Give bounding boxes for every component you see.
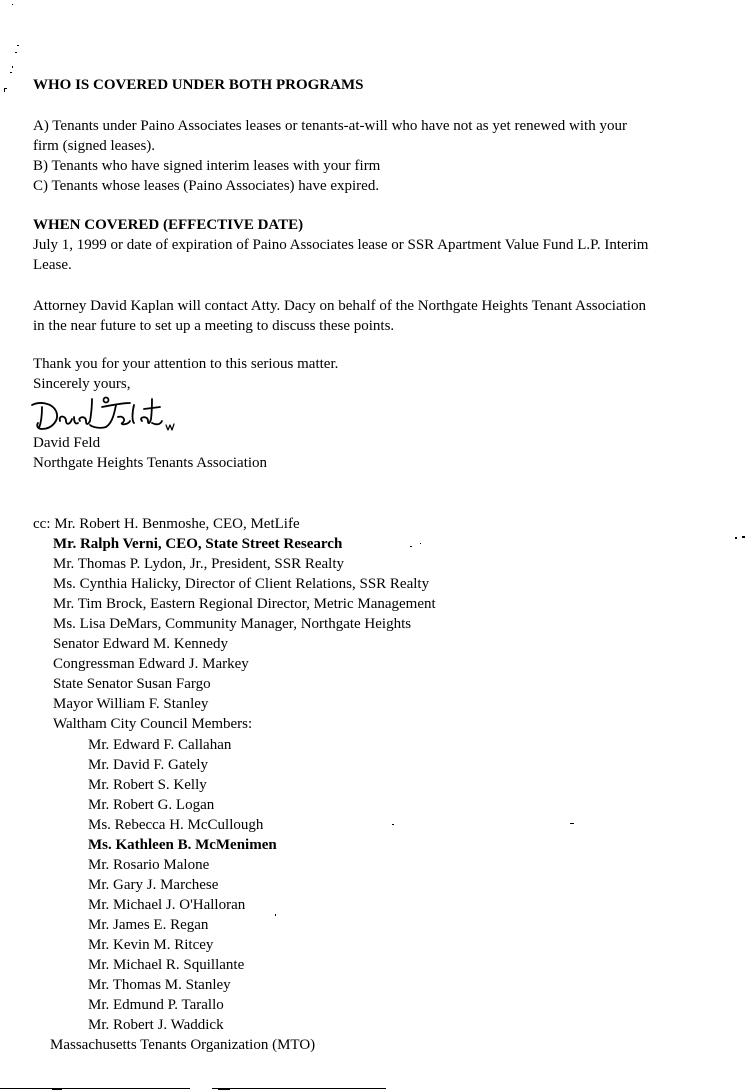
council-member: Mr. James E. Regan (88, 916, 209, 933)
cc-recipient: Mr. Tim Brock, Eastern Regional Director, Metric Management (53, 596, 436, 613)
scan-speck (10, 72, 12, 73)
scan-speck (17, 45, 19, 46)
cc-first-line (33, 514, 436, 534)
coverage-item: B) Tenants who have signed interim leases with your firm (33, 158, 381, 174)
signature-stroke (39, 407, 42, 428)
scan-edge-line (218, 1088, 230, 1090)
scan-speck (12, 66, 13, 68)
scan-speck (570, 823, 574, 824)
cc-recipient: Senator Edward M. Kennedy (53, 636, 228, 653)
council-member: Mr. Robert J. Waddick (88, 1017, 224, 1034)
council-member: Mr. Rosario Malone (88, 856, 210, 873)
cc-recipient: Massachusetts Tenants Organization (MTO) (50, 1037, 316, 1054)
scan-speck (12, 4, 13, 5)
effective-date-line: Lease. (33, 257, 72, 273)
signatory-name: David Feld (33, 435, 101, 451)
council-member: Ms. Rebecca H. McCullough (88, 816, 264, 833)
council-member: Ms. Kathleen B. McMenimen (88, 836, 277, 853)
cc-council-heading: Waltham City Council Members: (53, 716, 253, 733)
cc-recipient: Mr. Ralph Verni, CEO, State Street Research (53, 536, 343, 553)
council-member: Mr. Robert G. Logan (88, 796, 215, 813)
cc-recipient: Mayor William F. Stanley (53, 696, 209, 713)
scan-speck (735, 537, 737, 539)
signature-image (30, 395, 180, 435)
council-member: Mr. Thomas M. Stanley (88, 977, 231, 994)
signature-stroke (60, 417, 72, 424)
coverage-item: firm (signed leases). (33, 138, 156, 154)
council-member: Mr. Kevin M. Ritcey (88, 936, 214, 953)
cc-recipient: Mr. Robert H. Benmoshe, CEO, MetLife (54, 516, 300, 532)
paragraph-line: Attorney David Kaplan will contact Atty. Dacy on behalf of the Northgate Heights Tenant Association (33, 298, 646, 314)
signature-stroke (32, 403, 57, 429)
scan-speck (15, 52, 17, 53)
signatory (33, 433, 267, 473)
closing (33, 354, 338, 394)
coverage-item: C) Tenants whose leases (Paino Associates) have expired. (33, 178, 380, 194)
scan-speck (742, 536, 745, 538)
scan-edge-line (96, 1088, 190, 1089)
thanks-line: Thank you for your attention to this serious matter. (33, 356, 339, 372)
paragraph-line: in the near future to set up a meeting to discuss these points. (33, 318, 395, 334)
cc-recipient: Congressman Edward J. Markey (53, 656, 249, 673)
signature-stroke (133, 405, 135, 423)
signature-stroke (79, 399, 92, 424)
cc-recipient: Ms. Cynthia Halicky, Director of Client Relations, SSR Realty (53, 576, 430, 593)
signature-stroke (74, 417, 78, 424)
council-member: Mr. Edward F. Callahan (88, 736, 232, 753)
section-who-covered (33, 75, 363, 95)
effective-date-line: July 1, 1999 or date of expiration of Paino Associates lease or SSR Apartment Value Fund L.P. Interim (33, 237, 649, 253)
salutation: Sincerely yours, (33, 376, 131, 392)
signature-stroke (90, 405, 116, 428)
council-member: Mr. Michael R. Squillante (88, 957, 245, 974)
council-member: Mr. Gary J. Marchese (88, 876, 219, 893)
signature-stroke (141, 399, 152, 423)
scan-speck (4, 88, 5, 92)
signature-stroke (166, 424, 174, 430)
section-when-covered (33, 215, 648, 275)
scan-edge-line (52, 1088, 62, 1090)
coverage-list (33, 116, 627, 196)
cc-prefix: cc: (33, 516, 55, 532)
signature-stroke (104, 398, 109, 403)
scan-edge-line (286, 1088, 386, 1089)
signature-stroke (152, 421, 162, 424)
cc-list (33, 514, 436, 1055)
section-heading: WHEN COVERED (EFFECTIVE DATE) (33, 217, 304, 233)
attorney-paragraph (33, 296, 646, 336)
council-member: Mr. Edmund P. Tarallo (88, 997, 224, 1014)
cc-recipient: Ms. Lisa DeMars, Community Manager, Northgate Heights (53, 616, 412, 633)
council-member: Mr. Robert S. Kelly (88, 776, 207, 793)
signature-stroke (118, 417, 130, 425)
signatory-organization: Northgate Heights Tenants Association (33, 455, 268, 471)
signature-stroke (144, 407, 160, 409)
council-member: Mr. David F. Gately (88, 756, 209, 773)
coverage-item: A) Tenants under Paino Associates leases or tenants-at-will who have not as yet renewed with your (33, 118, 627, 134)
council-member: Mr. Michael J. O'Halloran (88, 896, 246, 913)
section-heading: WHO IS COVERED UNDER BOTH PROGRAMS (33, 77, 364, 93)
cc-recipient: State Senator Susan Fargo (53, 676, 211, 693)
cc-recipient: Mr. Thomas P. Lydon, Jr., President, SSR Realty (53, 556, 344, 573)
